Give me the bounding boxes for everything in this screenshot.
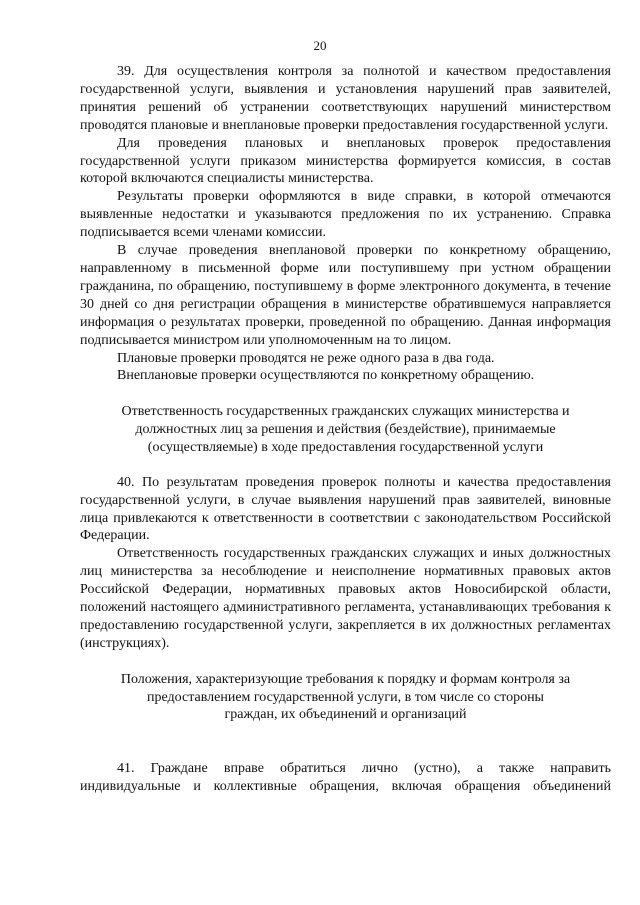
paragraph-unscheduled-basis: Внеплановые проверки осуществляются по конкретному обращению.: [117, 368, 535, 384]
paragraph-40: 40. По результатам проведения проверок полноты и качества предоставления государственной услуги, в случае выявления нарушений прав заявителей, виновные лица привлекаются к ответственности в соответствии с законодательством Российской Федерации.: [80, 474, 611, 544]
page-number: 20: [313, 38, 327, 53]
paragraph-41: 41. Граждане вправе обратиться лично (устно), а также направить индивидуальные и коллективные обращения, включая обращения объединений: [80, 761, 611, 795]
section-heading-responsibility: Ответственность государственных гражданских служащих министерства и должностных лиц за решения и действия (бездействие), принимаемые (осуществляемые) в ходе предоставления государственной услуги: [121, 404, 570, 455]
paragraph-scheduled-frequency: Плановые проверки проводятся не реже одного раза в два года.: [117, 350, 495, 366]
document-body: [80, 63, 611, 796]
paragraph-39: 39. Для осуществления контроля за полнотой и качеством предоставления государственной услуги, выявления и установления нарушений прав заявителей, принятия решений об устранении соответствующих нарушений министерством проводятся плановые и внеплановые проверки предоставления государственной услуги.: [80, 64, 611, 133]
paragraph-results: Результаты проверки оформляются в виде справки, в которой отмечаются выявленные недостатки и указываются предложения по их устранению. Справка подписывается всеми членами комиссии.: [80, 189, 611, 241]
paragraph-official-responsibility: Ответственность государственных гражданских служащих и иных должностных лиц министерства за несоблюдение и неисполнение нормативных правовых актов Российской Федерации, нормативных правовых актов Новосибирской области, положений настоящего административного регламента, устанавливающих требования к предоставлению государственной услуги, закрепляется в их должностных регламентах (инструкциях).: [80, 546, 611, 651]
section-heading-control-requirements: Положения, характеризующие требования к порядку и формам контроля за предоставлением государственной услуги, в том числе со стороны граждан, их объединений и организаций: [120, 671, 571, 723]
paragraph-commission: Для проведения плановых и внеплановых проверок предоставления государственной услуги приказом министерства формируется комиссия, в состав которой включаются специалисты министерства.: [80, 135, 611, 187]
paragraph-unscheduled-inspection: В случае проведения внеплановой проверки по конкретному обращению, направленному в письменной форме или поступившему при устном обращении гражданина, по обращению, поступившему в форме электронного документа, в течение 30 дней со дня регистрации обращения в министерстве обратившемуся направляется информация о результатах проверки, проведенной по обращению. Данная информация подписывается министром или уполномоченным на то лицом.: [80, 243, 611, 348]
